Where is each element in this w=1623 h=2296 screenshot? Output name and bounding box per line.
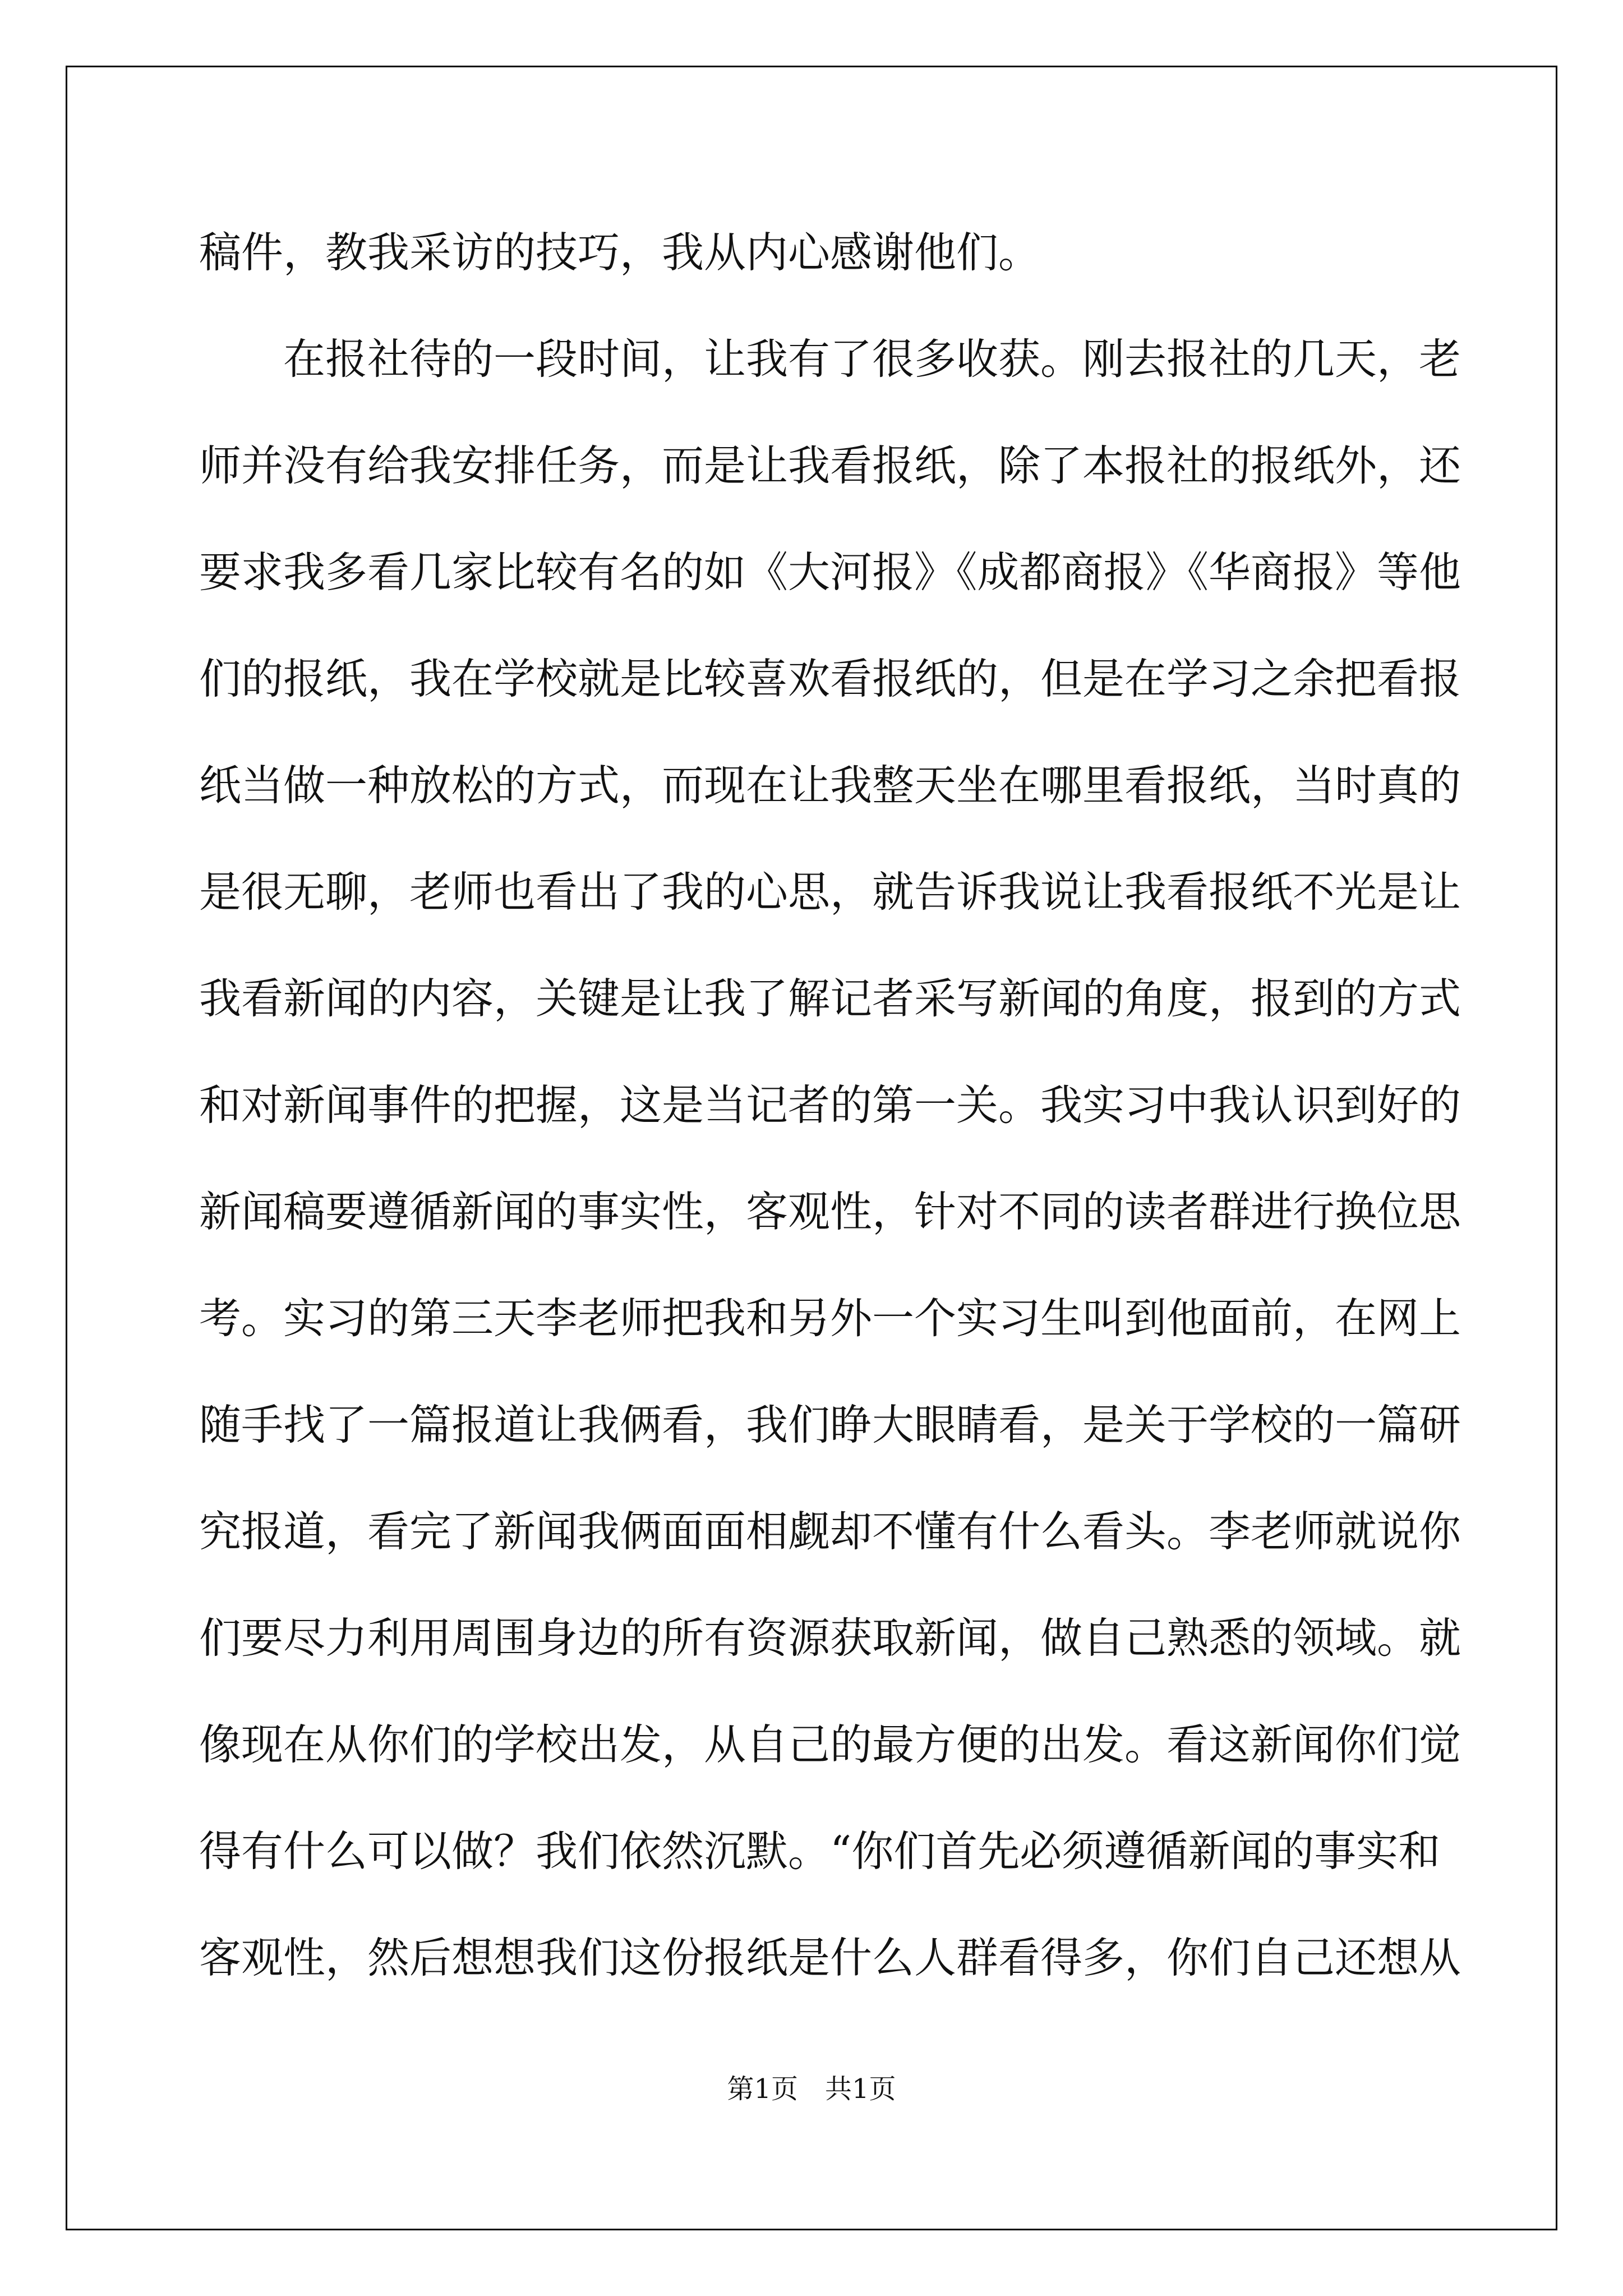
text-line-1: 稿件，教我采访的技巧，我从内心感谢他们。 xyxy=(199,228,1041,277)
text-line-6: 纸当做一种放松的方式，而现在让我整天坐在哪里看报纸，当时真的 xyxy=(199,761,1461,810)
text-line-17: 客观性，然后想想我们这份报纸是什么人群看得多，你们自己还想从 xyxy=(199,1933,1461,1982)
text-line-5: 们的报纸，我在学校就是比较喜欢看报纸的，但是在学习之余把看报 xyxy=(199,654,1461,703)
text-line-4: 要求我多看几家比较有名的如《大河报》《成都商报》《华商报》等他 xyxy=(199,547,1461,597)
page-number-footer: 第1页 共1页 xyxy=(727,2073,896,2105)
text-line-2: 在报社待的一段时间，让我有了很多收获。刚去报社的几天，老 xyxy=(283,334,1461,384)
text-line-3: 师并没有给我安排任务，而是让我看报纸，除了本报社的报纸外，还 xyxy=(199,441,1461,490)
text-line-15: 像现在从你们的学校出发，从自己的最方便的出发。看这新闻你们觉 xyxy=(199,1720,1461,1769)
text-line-13: 究报道，看完了新闻我俩面面相觑却不懂有什么看头。李老师就说你 xyxy=(199,1507,1461,1556)
text-line-7: 是很无聊，老师也看出了我的心思，就告诉我说让我看报纸不光是让 xyxy=(199,867,1461,917)
text-line-11: 考。实习的第三天李老师把我和另外一个实习生叫到他面前，在网上 xyxy=(199,1294,1461,1343)
text-line-8: 我看新闻的内容，关键是让我了解记者采写新闻的角度，报到的方式 xyxy=(199,974,1461,1023)
text-line-14: 们要尽力利用周围身边的所有资源获取新闻，做自己熟悉的领域。就 xyxy=(199,1613,1461,1663)
text-line-12: 随手找了一篇报道让我俩看，我们睁大眼睛看，是关于学校的一篇研 xyxy=(199,1400,1461,1450)
text-line-16: 得有什么可以做？我们依然沉默。“你们首先必须遵循新闻的事实和 xyxy=(199,1826,1441,1876)
text-line-9: 和对新闻事件的把握，这是当记者的第一关。我实习中我认识到好的 xyxy=(199,1080,1461,1130)
text-line-10: 新闻稿要遵循新闻的事实性，客观性，针对不同的读者群进行换位思 xyxy=(199,1187,1461,1236)
